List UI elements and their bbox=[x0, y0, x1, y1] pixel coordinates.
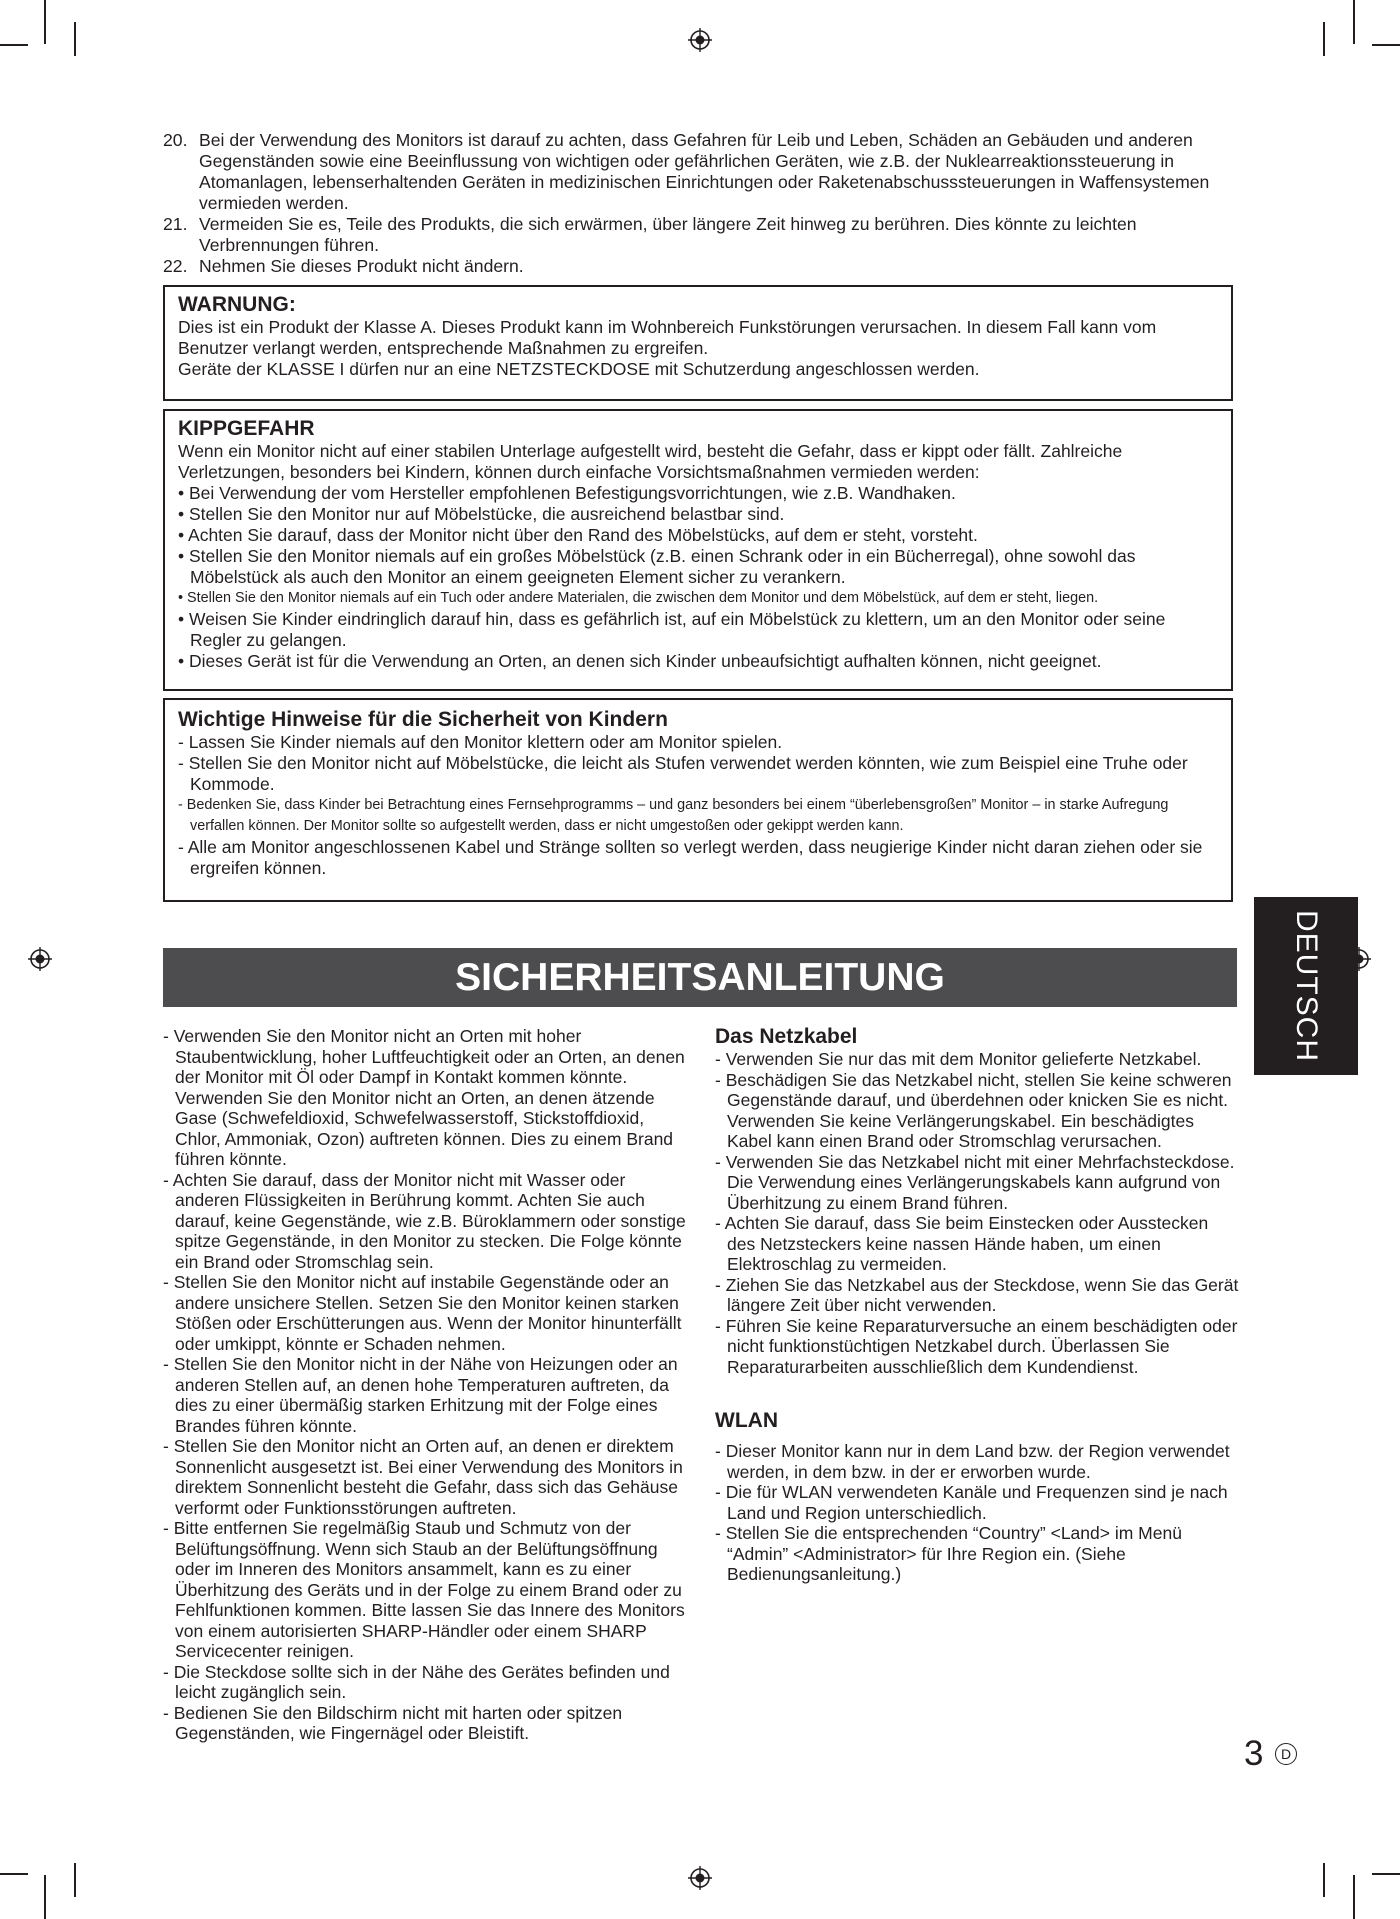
list-item: - Beschädigen Sie das Netzkabel nicht, stellen Sie keine schweren Gegenstände darauf, und überdehnen oder knicken Sie es nicht. Verwenden Sie keine Verlängerungskabel. Ein beschädigtes Kabel kann einen Brand oder Stromschlag verursachen. bbox=[715, 1069, 1232, 1151]
page-number: 3 bbox=[1244, 1734, 1264, 1773]
list-item: - Die für WLAN verwendeten Kanäle und Frequenzen sind je nach Land und Region unterschiedlich. bbox=[715, 1482, 1228, 1523]
tip-over-intro: Wenn ein Monitor nicht auf einer stabilen Unterlage aufgestellt wird, besteht die Gefahr, dass er kippt oder fällt. Zahlreiche Verletzungen, besonders bei Kindern, können durch einfache Vorsichtsmaßnahmen vermieden werden: bbox=[178, 441, 1123, 482]
tip-over-box bbox=[163, 409, 1233, 691]
crop-mark bbox=[0, 44, 28, 46]
list-item: • Bei Verwendung der vom Hersteller empfohlenen Befestigungsvorrichtungen, wie z.B. Wandhaken. bbox=[178, 483, 956, 503]
left-column bbox=[163, 1026, 688, 1744]
crop-mark bbox=[74, 1863, 76, 1897]
crop-mark bbox=[44, 0, 46, 44]
list-item: 22. Nehmen Sie dieses Produkt nicht ändern. bbox=[163, 256, 524, 276]
warning-title: WARNUNG: bbox=[178, 293, 296, 316]
list-item: - Alle am Monitor angeschlossenen Kabel und Stränge sollten so verlegt werden, dass neugierige Kinder nicht daran ziehen oder sie ergreifen können. bbox=[178, 837, 1203, 878]
list-item: • Stellen Sie den Monitor nur auf Möbelstücke, die ausreichend belastbar sind. bbox=[178, 504, 785, 524]
crop-mark bbox=[1353, 1875, 1355, 1919]
list-item: - Stellen Sie den Monitor nicht an Orten auf, an denen er direktem Sonnenlicht ausgesetzt ist. Bei einer Verwendung des Monitors in direktem Sonnenlicht besteht die Gefahr, dass sich das Gehäuse verformt oder Funktionsstörungen auftreten. bbox=[163, 1436, 683, 1518]
list-item: - Die Steckdose sollte sich in der Nähe des Gerätes befinden und leicht zugänglich sein. bbox=[163, 1661, 670, 1702]
list-item: - Verwenden Sie nur das mit dem Monitor gelieferte Netzkabel. bbox=[715, 1049, 1202, 1069]
right-column bbox=[715, 1025, 1240, 1585]
wlan-heading: WLAN bbox=[715, 1409, 778, 1432]
list-item: - Bedenken Sie, dass Kinder bei Betrachtung eines Fernsehprogramms – und ganz besonders bei einem “überlebensgroßen” Monitor – in starke Aufregung verfallen können. Der Monitor sollte so aufgestellt werden, dass er nicht umgestoßen oder gekippt werden kann. bbox=[178, 797, 1169, 834]
numbered-list bbox=[163, 130, 1223, 277]
list-item: - Stellen Sie den Monitor nicht auf instabile Gegenstände oder an andere unsichere Stellen. Setzen Sie den Monitor keinen starken Stößen oder Erschütterungen aus. Wenn der Monitor hinunterfällt oder umkippt, könnte er Schaden nehmen. bbox=[163, 1272, 682, 1354]
list-item: - Dieser Monitor kann nur in dem Land bzw. der Region verwendet werden, in dem bzw. in der er erworben wurde. bbox=[715, 1441, 1230, 1482]
list-item: - Achten Sie darauf, dass Sie beim Einstecken oder Ausstecken des Netzsteckers keine nassen Hände haben, um einen Elektroschlag zu vermeiden. bbox=[715, 1213, 1209, 1274]
list-item: - Stellen Sie den Monitor nicht auf Möbelstücke, die leicht als Stufen verwendet werden könnten, wie zum Beispiel eine Truhe oder Kommode. bbox=[178, 753, 1188, 794]
language-tab bbox=[1254, 897, 1358, 1075]
crop-mark bbox=[74, 22, 76, 56]
list-item: • Weisen Sie Kinder eindringlich darauf hin, dass es gefährlich ist, auf ein Möbelstück zu klettern, um an den Monitor oder seine Regler zu gelangen. bbox=[178, 609, 1166, 650]
warning-box bbox=[163, 285, 1233, 401]
list-item: 21. Vermeiden Sie es, Teile des Produkts, die sich erwärmen, über längere Zeit hinweg zu berühren. Dies könnte zu leichten Verbrennungen führen. bbox=[163, 214, 1137, 255]
crop-mark bbox=[0, 1873, 28, 1875]
tip-over-title: KIPPGEFAHR bbox=[178, 417, 315, 440]
warning-text: Dies ist ein Produkt der Klasse A. Dieses Produkt kann im Wohnbereich Funkstörungen verursachen. In diesem Fall kann vom Benutzer verlangt werden, entsprechende Maßnahmen zu ergreifen. bbox=[178, 317, 1157, 358]
registration-mark-icon bbox=[688, 28, 712, 52]
section-banner: SICHERHEITSANLEITUNG bbox=[163, 948, 1237, 1007]
list-item: • Stellen Sie den Monitor niemals auf ein Tuch oder andere Materialen, die zwischen dem Monitor und dem Möbelstück, auf dem er steht, liegen. bbox=[178, 590, 1099, 606]
list-item: - Führen Sie keine Reparaturversuche an einem beschädigten oder nicht funktionstüchtigen Netzkabel durch. Überlassen Sie Reparaturarbeiten ausschließlich dem Kundendienst. bbox=[715, 1315, 1238, 1377]
list-item: - Achten Sie darauf, dass der Monitor nicht mit Wasser oder anderen Flüssigkeiten in Berührung kommt. Achten Sie auch darauf, keine Gegenstände, wie z.B. Büroklammern oder sonstige spitze Gegenstände, in den Monitor zu stecken. Die Folge könnte ein Brand oder Stromschlag sein. bbox=[163, 1169, 686, 1272]
child-safety-title: Wichtige Hinweise für die Sicherheit von Kindern bbox=[178, 708, 668, 731]
power-cord-heading: Das Netzkabel bbox=[715, 1025, 858, 1048]
crop-mark bbox=[1372, 1873, 1400, 1875]
crop-mark bbox=[44, 1875, 46, 1919]
warning-text: Geräte der KLASSE I dürfen nur an eine NETZSTECKDOSE mit Schutzerdung angeschlossen werden. bbox=[178, 359, 980, 379]
language-tab-label: DEUTSCH bbox=[1290, 909, 1323, 1063]
list-item: 20. Bei der Verwendung des Monitors ist darauf zu achten, dass Gefahren für Leib und Leben, Schäden an Gebäuden und anderen Gegenständen sowie eine Beeinflussung von wichtigen oder gefährlichen Geräten, wie z.B. der Nuklearreaktionssteuerung in Atomanlagen, lebenserhaltenden Geräten in medizinischen Einrichtungen oder Raketenabschusssteuerungen in Waffensystemen vermieden werden. bbox=[163, 130, 1210, 213]
list-item: - Verwenden Sie das Netzkabel nicht mit einer Mehrfachsteckdose. Die Verwendung eines Verlängerungskabels kann aufgrund von Überhitzung zu einem Brand führen. bbox=[715, 1151, 1235, 1213]
list-item: - Stellen Sie die entsprechenden “Country” <Land> im Menü “Admin” <Administrator> für Ihre Region ein. (Siehe Bedienungsanleitung.) bbox=[715, 1523, 1182, 1584]
registration-mark-icon bbox=[688, 1866, 712, 1890]
registration-mark-icon bbox=[1347, 947, 1371, 971]
registration-mark-icon bbox=[28, 947, 52, 971]
page-marker: D bbox=[1275, 1743, 1297, 1765]
child-safety-box bbox=[163, 698, 1233, 902]
list-item: • Dieses Gerät ist für die Verwendung an Orten, an denen sich Kinder unbeaufsichtigt aufhalten können, nicht geeignet. bbox=[178, 651, 1102, 671]
crop-mark bbox=[1372, 44, 1400, 46]
crop-mark bbox=[1323, 22, 1325, 56]
list-item: - Lassen Sie Kinder niemals auf den Monitor klettern oder am Monitor spielen. bbox=[178, 732, 783, 752]
list-item: - Stellen Sie den Monitor nicht in der Nähe von Heizungen oder an anderen Stellen auf, an denen hohe Temperaturen auftreten, da dies zu einer übermäßig starken Erhitzung mit der Folge eines Brandes führen könnte. bbox=[163, 1354, 678, 1436]
list-item: - Bedienen Sie den Bildschirm nicht mit harten oder spitzen Gegenständen, wie Fingernägel oder Bleistift. bbox=[163, 1702, 623, 1743]
list-item: • Achten Sie darauf, dass der Monitor nicht über den Rand des Möbelstücks, auf dem er steht, vorsteht. bbox=[178, 525, 978, 545]
crop-mark bbox=[1353, 0, 1355, 44]
crop-mark bbox=[1323, 1863, 1325, 1897]
list-item: - Ziehen Sie das Netzkabel aus der Steckdose, wenn Sie das Gerät längere Zeit über nicht verwenden. bbox=[715, 1274, 1239, 1315]
list-item: - Bitte entfernen Sie regelmäßig Staub und Schmutz von der Belüftungsöffnung. Wenn sich Staub an der Belüftungsöffnung oder im Inneren des Monitors ansammelt, kann es zu einer Überhitzung des Geräts und in der Folge zu einem Brand oder zu Fehlfunktionen kommen. Bitte lassen Sie das Innere des Monitors von einem autorisierten SHARP-Händler oder einem SHARP Servicecenter reinigen. bbox=[163, 1518, 685, 1661]
list-item: • Stellen Sie den Monitor niemals auf ein großes Möbelstück (z.B. einen Schrank oder in ein Bücherregal), ohne sowohl das Möbelstück als auch den Monitor an einem geeigneten Element sicher zu verankern. bbox=[178, 546, 1136, 587]
list-item: - Verwenden Sie den Monitor nicht an Orten mit hoher Staubentwicklung, hoher Luftfeuchtigkeit oder an Orten, an denen der Monitor mit Öl oder Dampf in Kontakt kommen könnte. Verwenden Sie den Monitor nicht an Orten, an denen ätzende Gase (Schwefeldioxid, Schwefelwasserstoff, Stickstoffdioxid, Chlor, Ammoniak, Ozon) auftreten können. Dies zu einem Brand führen könnte. bbox=[163, 1026, 685, 1169]
